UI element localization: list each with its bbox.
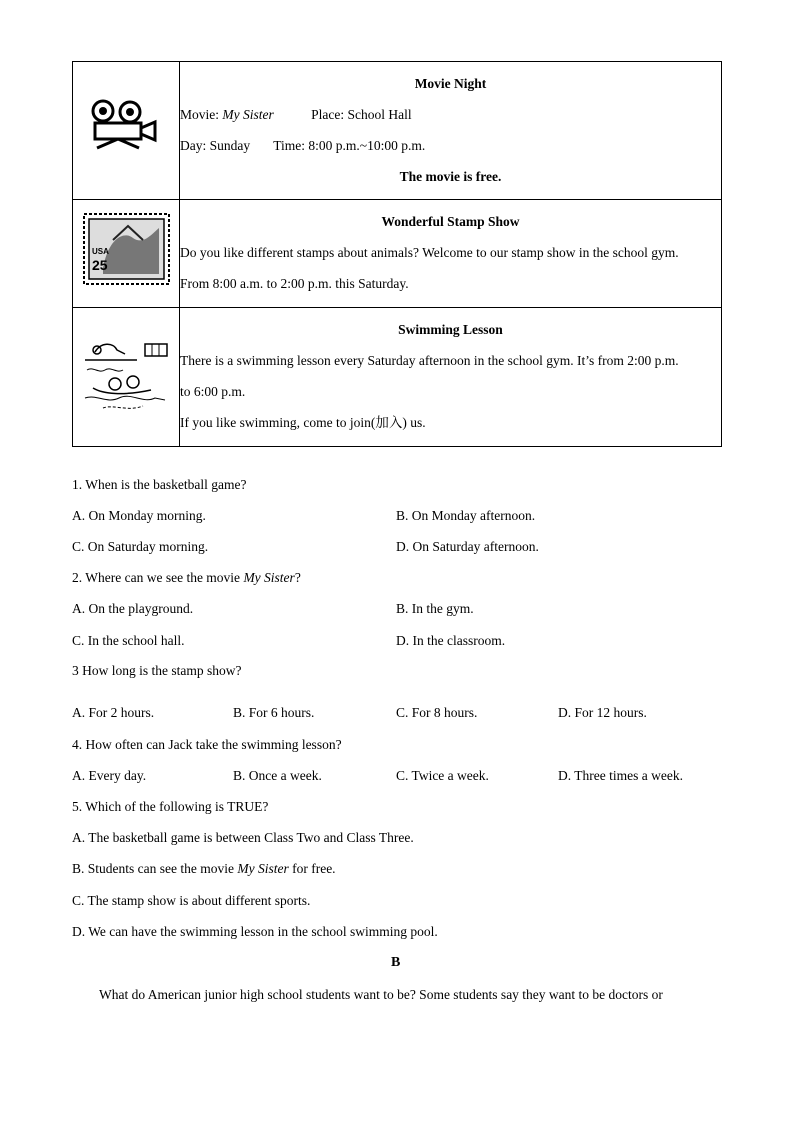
question-5-option-b-italic: My Sister	[237, 861, 289, 876]
question-4-option-c[interactable]: C. Twice a week.	[396, 768, 489, 783]
movie-time-line	[180, 137, 721, 155]
swim-line-3: If you like swimming, come to join(加入) us.	[180, 415, 426, 430]
stamp-title: Wonderful Stamp Show	[381, 214, 520, 229]
question-2-option-c[interactable]: C. In the school hall.	[72, 633, 185, 648]
swimming-picture	[73, 308, 179, 442]
question-5-option-b-post: for free.	[288, 861, 336, 876]
question-5-option-a[interactable]: A. The basketball game is between Class Two and Class Three.	[72, 830, 414, 845]
movie-picture-cell	[73, 62, 180, 200]
question-5-stem: 5. Which of the following is TRUE?	[72, 799, 269, 814]
question-5-option-b-pre: B. Students can see the movie	[72, 861, 238, 876]
movie-day: Day: Sunday	[180, 138, 251, 153]
swim-title: Swimming Lesson	[398, 322, 503, 337]
question-2-option-b[interactable]: B. In the gym.	[396, 601, 474, 616]
question-3-option-a[interactable]: A. For 2 hours.	[72, 705, 155, 720]
question-2-stem-italic: My Sister	[243, 570, 295, 585]
question-1-option-d[interactable]: D. On Saturday afternoon.	[396, 539, 539, 554]
question-2-stem-pre: 2. Where can we see the movie	[72, 570, 244, 585]
stamp-value: 25	[92, 257, 108, 273]
movie-title: Movie Night	[414, 76, 487, 91]
question-3-option-c[interactable]: C. For 8 hours.	[396, 705, 478, 720]
question-5-option-d[interactable]: D. We can have the swimming lesson in the school swimming pool.	[72, 924, 438, 939]
question-3-option-d[interactable]: D. For 12 hours.	[558, 705, 647, 720]
movie-label: Movie:	[180, 107, 219, 122]
question-1-option-a[interactable]: A. On Monday morning.	[72, 508, 206, 523]
movie-name: My Sister	[222, 107, 274, 122]
question-1-option-b[interactable]: B. On Monday afternoon.	[396, 508, 536, 523]
stamp-notice-text	[180, 200, 722, 308]
movie-notice-row	[73, 62, 722, 200]
swim-notice-text	[180, 308, 722, 447]
question-2-stem	[72, 570, 301, 586]
question-2-option-d[interactable]: D. In the classroom.	[396, 633, 506, 648]
stamp-notice-row	[73, 200, 722, 308]
question-2-stem-post: ?	[294, 570, 301, 585]
question-2-option-a[interactable]: A. On the playground.	[72, 601, 194, 616]
movie-camera-icon	[73, 62, 179, 195]
stamp-picture	[73, 200, 179, 303]
swim-line-1: There is a swimming lesson every Saturday afternoon in the school gym. It’s from 2:00 p.m.	[180, 353, 679, 368]
question-4-option-b[interactable]: B. Once a week.	[233, 768, 322, 783]
question-3-option-b[interactable]: B. For 6 hours.	[233, 705, 315, 720]
movie-free-note: The movie is free.	[399, 169, 502, 184]
swim-line-2: to 6:00 p.m.	[180, 384, 246, 399]
stamp-country: USA	[92, 247, 109, 256]
movie-info-line	[180, 106, 721, 124]
swim-picture-cell	[73, 308, 180, 447]
section-b-intro: What do American junior high school students want to be? Some students say they want to be doctors or	[99, 987, 663, 1002]
stamp-picture-cell	[73, 200, 180, 308]
question-5-option-c[interactable]: C. The stamp show is about different sports.	[72, 893, 311, 908]
movie-place: Place: School Hall	[311, 107, 412, 122]
stamp-line-2: From 8:00 a.m. to 2:00 p.m. this Saturday.	[180, 276, 409, 291]
question-1-option-c[interactable]: C. On Saturday morning.	[72, 539, 209, 554]
notice-table	[72, 61, 722, 447]
question-4-option-a[interactable]: A. Every day.	[72, 768, 147, 783]
question-1-stem: 1. When is the basketball game?	[72, 477, 247, 492]
movie-notice-text	[180, 62, 722, 200]
question-4-option-d[interactable]: D. Three times a week.	[558, 768, 683, 783]
movie-time: Time: 8:00 p.m.~10:00 p.m.	[273, 138, 426, 153]
stamp-line-1: Do you like different stamps about animals? Welcome to our stamp show in the school gym.	[180, 245, 679, 260]
question-3-stem: 3 How long is the stamp show?	[72, 663, 242, 678]
question-5-option-b[interactable]	[72, 861, 336, 877]
swim-notice-row	[73, 308, 722, 447]
section-b-heading: B	[391, 955, 401, 970]
question-4-stem: 4. How often can Jack take the swimming lesson?	[72, 737, 342, 752]
